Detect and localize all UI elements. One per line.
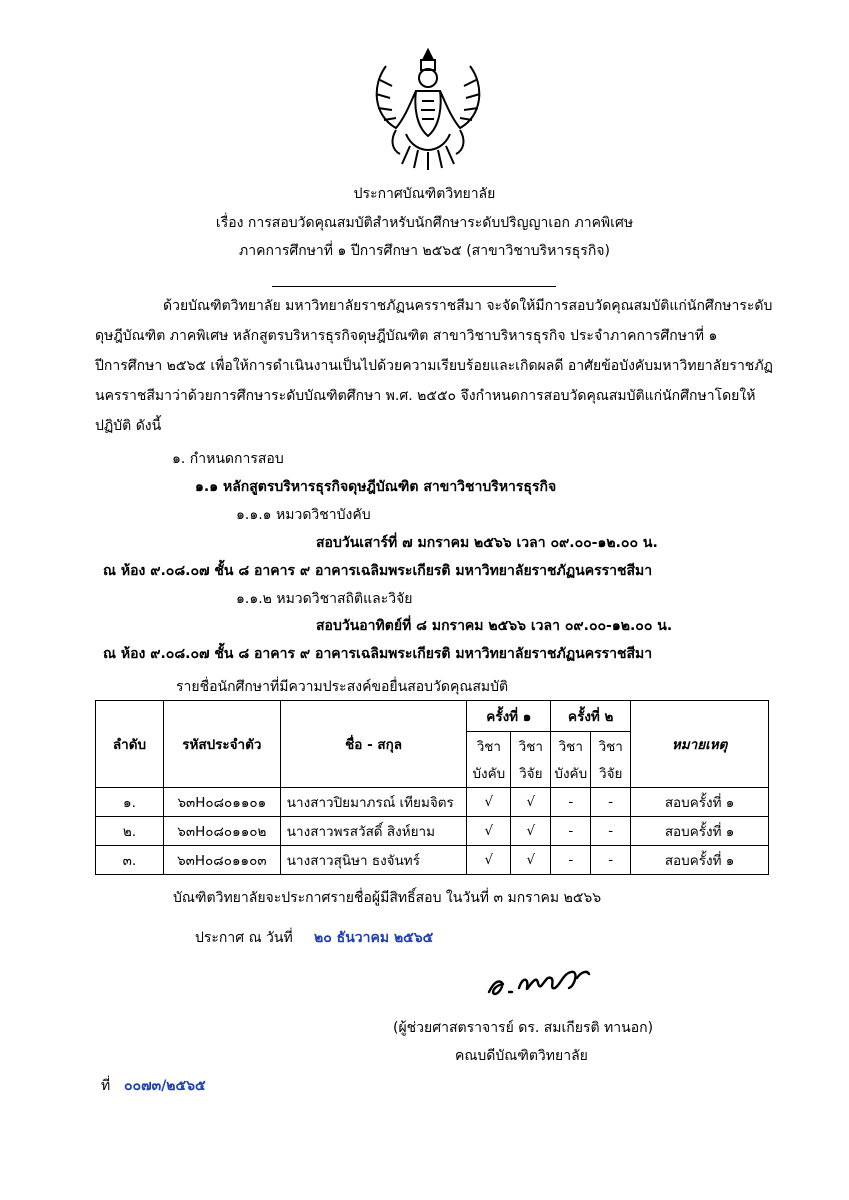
header-term: ภาคการศึกษาที่ ๑ ปีการศึกษา ๒๕๖๕ (สาขาวิชาบริหารธุรกิจ) [239,243,610,259]
col-header-round-2: ครั้งที่ ๒ [551,701,631,732]
dean-signature [483,958,593,1000]
cell-note: สอบครั้งที่ ๑ [631,788,769,817]
r2-subject-a-top: วิชา [551,732,591,760]
research-date: สอบวันอาทิตย์ที่ ๘ มกราคม ๒๕๖๖ เวลา ๐๙.๐๐-๑๒.๐๐ น. [316,618,673,634]
cell-r1-compulsory: √ [467,788,511,817]
cell-name: นางสาวพรสวัสดิ์ สิงห์ยาม [280,817,467,846]
table-row [96,788,769,817]
cell-id: ๖๓H๐๘๐๑๑๐๑ [163,788,280,817]
intro-line-3: ปีการศึกษา ๒๕๖๕ เพื่อให้การดำเนินงานเป็นไปด้วยความเรียบร้อยและเกิดผลดี อาศัยข้อบังคับมหาวิทยาลัยราชภัฏ [95,358,773,374]
student-table [95,700,769,875]
table-caption: รายชื่อนักศึกษาที่มีความประสงค์ขอยื่นสอบวัดคุณสมบัติ [176,679,509,695]
table-row [96,817,769,846]
subject-compulsory: ๑.๑.๑ หมวดวิชาบังคับ [236,507,371,523]
r1-subject-a-bottom: บังคับ [467,759,511,788]
subject-research: ๑.๑.๒ หมวดวิชาสถิติและวิจัย [236,591,413,607]
col-header-name: ชื่อ - สกุล [280,701,467,788]
program-heading: ๑.๑ หลักสูตรบริหารธุรกิจดุษฎีบัณฑิต สาขาวิชาบริหารธุรกิจ [195,479,557,495]
cell-name: นางสาวปิยมาภรณ์ เทียมจิตร [280,788,467,817]
compulsory-date: สอบวันเสาร์ที่ ๗ มกราคม ๒๕๖๖ เวลา ๐๙.๐๐-๑๒.๐๐ น. [316,535,658,551]
intro-line-1: ด้วยบัณฑิตวิทยาลัย มหาวิทยาลัยราชภัฏนครราชสีมา จะจัดให้มีการสอบวัดคุณสมบัติแก่นักศึกษาระดับ [163,298,773,314]
cell-name: นางสาวสุนิษา ธงจันทร์ [280,846,467,875]
cell-no: ๑. [96,788,164,817]
cell-r1-compulsory: √ [467,846,511,875]
header-subject: เรื่อง การสอบวัดคุณสมบัติสำหรับนักศึกษาระดับปริญญาเอก ภาคพิเศษ [215,215,634,231]
cell-id: ๖๓H๐๘๐๑๑๐๒ [163,817,280,846]
col-header-note: หมายเหตุ [631,701,769,788]
col-header-id: รหัสประจำตัว [163,701,280,788]
r1-subject-b-top: วิชา [511,732,551,760]
signer-name: (ผู้ช่วยศาสตราจารย์ ดร. สมเกียรติ ทานอก) [393,1020,654,1036]
r2-subject-b-bottom: วิจัย [591,759,631,788]
cell-r1-research: √ [511,817,551,846]
announce-date-label: ประกาศ ณ วันที่ [195,930,293,946]
cell-r1-research: √ [511,846,551,875]
cell-r2-research: - [591,846,631,875]
cell-note: สอบครั้งที่ ๑ [631,817,769,846]
announce-date-value: ๒๐ ธันวาคม ๒๕๖๕ [314,930,434,946]
r1-subject-a-top: วิชา [467,732,511,760]
intro-line-4: นครราชสีมาว่าด้วยการศึกษาระดับบัณฑิตศึกษา พ.ศ. ๒๕๕๐ จึงกำหนดการสอบวัดคุณสมบัติแก่นักศึกษาโดยให้ [95,388,756,404]
result-announcement: บัณฑิตวิทยาลัยจะประกาศรายชื่อผู้มีสิทธิ์สอบ ในวันที่ ๓ มกราคม ๒๕๖๖ [173,890,602,906]
cell-r2-compulsory: - [551,846,591,875]
cell-r2-research: - [591,788,631,817]
cell-r2-research: - [591,817,631,846]
col-header-round-1: ครั้งที่ ๑ [467,701,551,732]
r2-subject-b-top: วิชา [591,732,631,760]
cell-note: สอบครั้งที่ ๑ [631,846,769,875]
cell-r1-compulsory: √ [467,817,511,846]
research-room: ณ ห้อง ๙.๐๘.๐๗ ชั้น ๘ อาคาร ๙ อาคารเฉลิมพระเกียรติ มหาวิทยาลัยราชภัฏนครราชสีมา [103,646,653,662]
schedule-heading: ๑. กำหนดการสอบ [172,451,284,467]
header-divider [272,286,556,287]
signer-position: คณบดีบัณฑิตวิทยาลัย [455,1048,588,1064]
garuda-emblem [366,46,490,172]
cell-id: ๖๓H๐๘๐๑๑๐๓ [163,846,280,875]
cell-r2-compulsory: - [551,817,591,846]
cell-no: ๓. [96,846,164,875]
cell-r1-research: √ [511,788,551,817]
intro-line-2: ดุษฎีบัณฑิต ภาคพิเศษ หลักสูตรบริหารธุรกิจดุษฎีบัณฑิต สาขาวิชาบริหารธุรกิจ ประจำภาคการศึกษาที่ ๑ [95,328,718,344]
header-title: ประกาศบัณฑิตวิทยาลัย [353,186,496,202]
cell-r2-compulsory: - [551,788,591,817]
cell-no: ๒. [96,817,164,846]
table-row [96,846,769,875]
r2-subject-a-bottom: บังคับ [551,759,591,788]
doc-number-label: ที่ [101,1078,111,1094]
doc-number-value: ๐๐๗๓/๒๕๖๕ [124,1078,206,1094]
intro-line-5: ปฏิบัติ ดังนี้ [95,418,162,434]
compulsory-room: ณ ห้อง ๙.๐๘.๐๗ ชั้น ๘ อาคาร ๙ อาคารเฉลิมพระเกียรติ มหาวิทยาลัยราชภัฏนครราชสีมา [103,563,653,579]
r1-subject-b-bottom: วิจัย [511,759,551,788]
col-header-no: ลำดับ [96,701,164,788]
